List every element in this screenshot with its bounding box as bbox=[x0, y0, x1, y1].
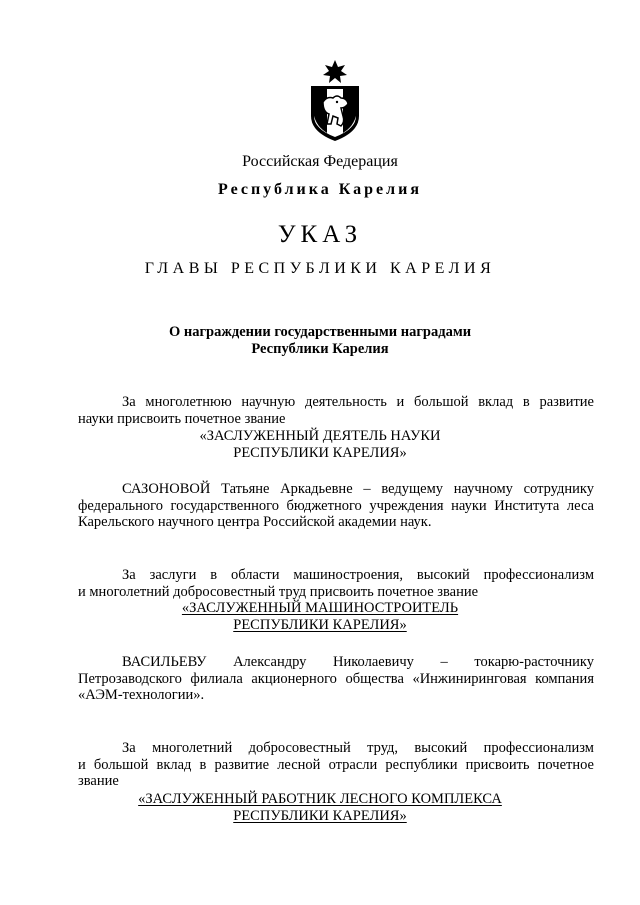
decree-subject bbox=[0, 324, 640, 358]
award2-recipient-line-3: «АЭМ-технологии». bbox=[78, 687, 205, 704]
award3-title bbox=[0, 791, 640, 825]
award2-title-line-2: РЕСПУБЛИКИ КАРЕЛИЯ» bbox=[233, 617, 407, 633]
document-type: УКАЗ bbox=[277, 221, 363, 248]
award1-intro-line-2: науки присвоить почетное звание bbox=[78, 410, 286, 427]
karelia-coat-of-arms-icon bbox=[305, 58, 365, 143]
award3-intro-line-2: и большой вклад в развитие лесной отрасли республики присвоить почетное bbox=[78, 756, 594, 773]
award2-intro-line-1: За заслуги в области машиностроения, высокий профессионализм bbox=[122, 567, 594, 583]
republic-name: Республика Карелия bbox=[218, 181, 422, 198]
award3-title-line-2: РЕСПУБЛИКИ КАРЕЛИЯ» bbox=[233, 808, 407, 824]
award1-title bbox=[0, 428, 640, 462]
subject-line-2: Республики Карелия bbox=[251, 341, 389, 357]
award1-recipient-line-2: федерального государственного бюджетного учреждения науки Института леса bbox=[78, 497, 594, 514]
award1-title-line-2: РЕСПУБЛИКИ КАРЕЛИЯ» bbox=[233, 445, 407, 461]
award2-recipient-line-2: Петрозаводского филиала акционерного общества «Инжиниринговая компания bbox=[78, 670, 594, 687]
award2-intro-line-2: и многолетний добросовестный труд присвоить почетное звание bbox=[78, 583, 479, 600]
award3-title-line-1: «ЗАСЛУЖЕННЫЙ РАБОТНИК ЛЕСНОГО КОМПЛЕКСА bbox=[138, 791, 502, 807]
award1-recipient bbox=[78, 481, 594, 531]
award1-intro bbox=[78, 394, 594, 427]
award3-intro-line-3: звание bbox=[78, 773, 119, 790]
award1-intro-line-1: За многолетнюю научную деятельность и большой вклад в развитие bbox=[122, 394, 594, 410]
award2-recipient-line-1: ВАСИЛЬЕВУ Александру Николаевичу – токарю-расточнику bbox=[122, 654, 594, 670]
award3-intro-line-1: За многолетний добросовестный труд, высокий профессионализм bbox=[122, 740, 594, 756]
subject-line-1: О награждении государственными наградами bbox=[168, 324, 472, 340]
award3-intro bbox=[78, 740, 594, 790]
award1-recipient-line-1: САЗОНОВОЙ Татьяне Аркадьевне – ведущему научному сотруднику bbox=[122, 481, 594, 497]
country-name: Российская Федерация bbox=[242, 153, 398, 170]
award2-title-line-1: «ЗАСЛУЖЕННЫЙ МАШИНОСТРОИТЕЛЬ bbox=[181, 600, 459, 616]
award2-title bbox=[0, 600, 640, 634]
award2-recipient bbox=[78, 654, 594, 704]
award1-title-line-1: «ЗАСЛУЖЕННЫЙ ДЕЯТЕЛЬ НАУКИ bbox=[199, 428, 441, 444]
issuer-title: ГЛАВЫ РЕСПУБЛИКИ КАРЕЛИЯ bbox=[144, 260, 496, 277]
award2-intro bbox=[78, 567, 594, 600]
award1-recipient-line-3: Карельского научного центра Российской академии наук. bbox=[78, 514, 432, 531]
